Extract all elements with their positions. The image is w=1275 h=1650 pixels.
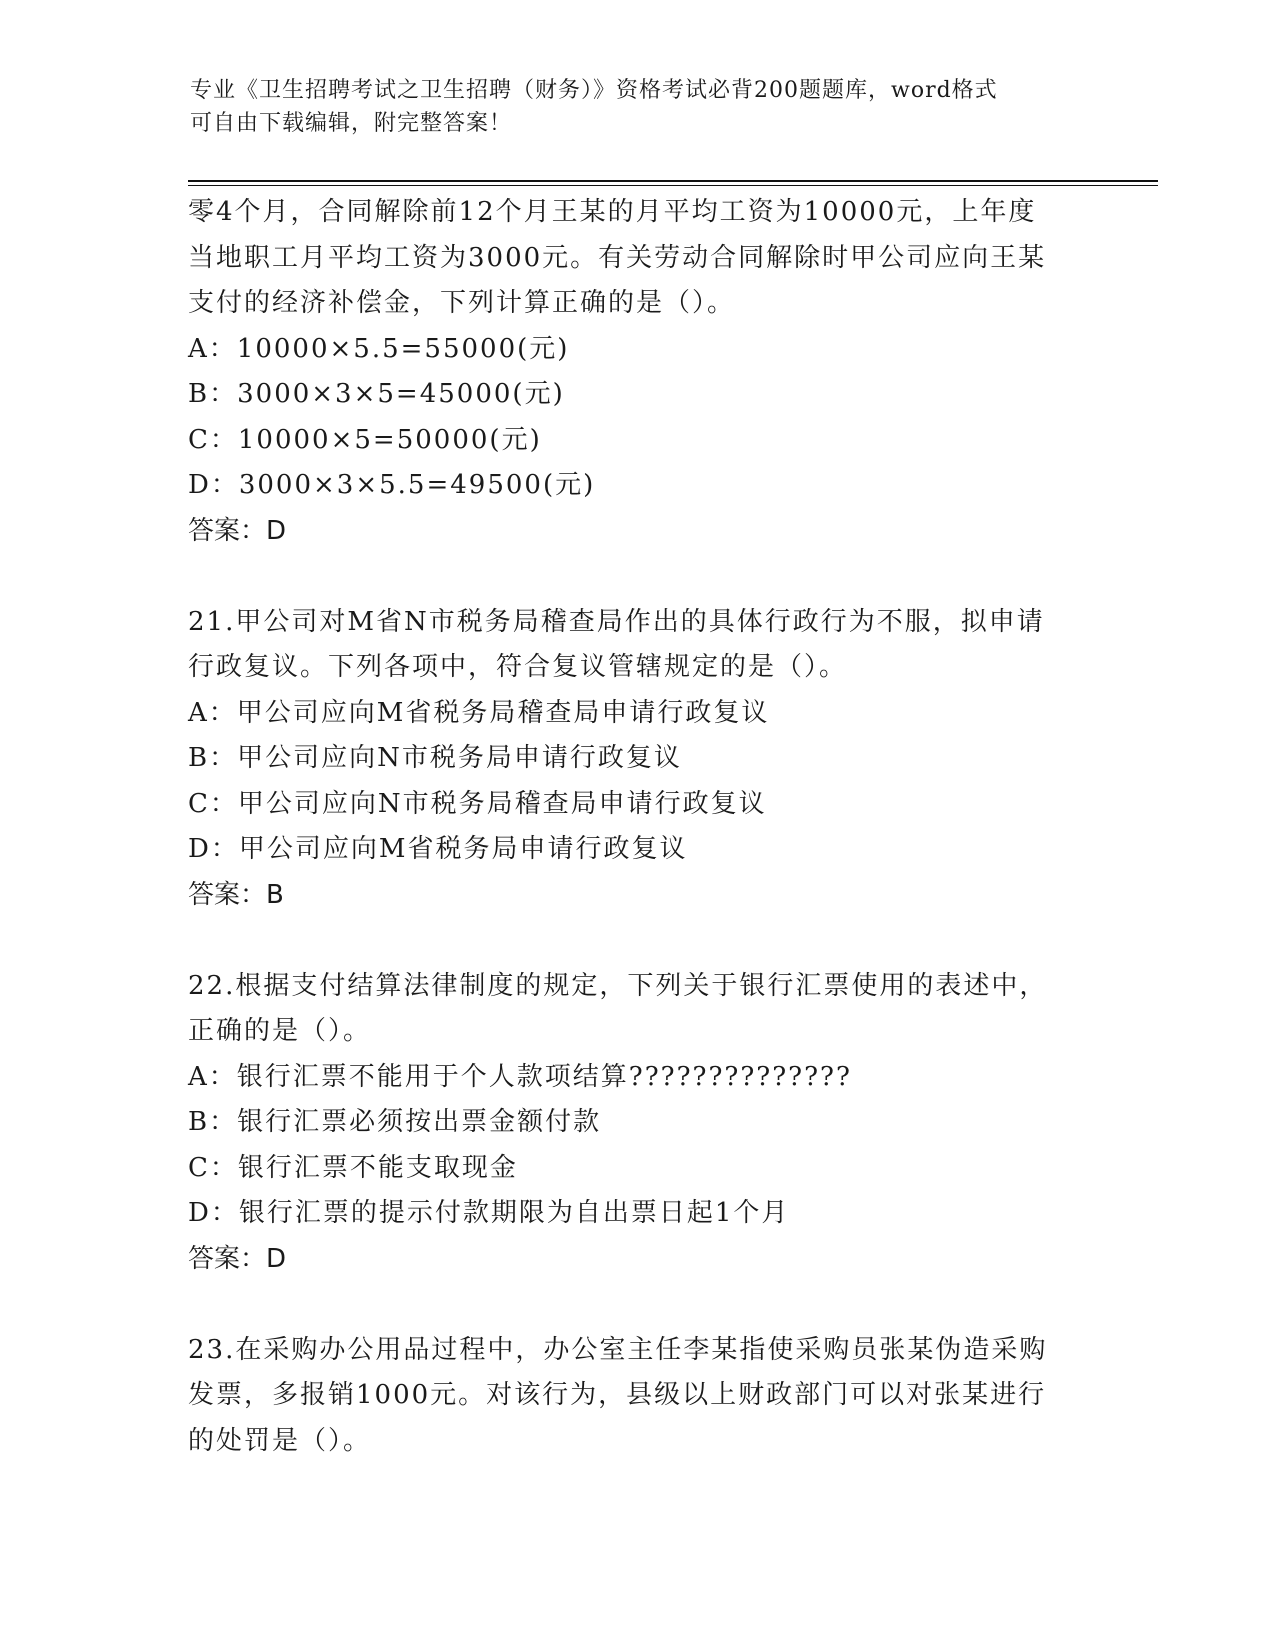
answer-line: 答案：B (188, 879, 284, 910)
option-a: A：银行汇票不能用于个人款项结算?????????????? (188, 1061, 852, 1092)
option-c: C：银行汇票不能支取现金 (188, 1152, 518, 1183)
page-header (190, 74, 1070, 140)
question-stem-line: 22.根据支付结算法律制度的规定，下列关于银行汇票使用的表述中， (188, 970, 1048, 1001)
question-20 (188, 190, 1088, 554)
option-b: B：甲公司应向N市税务局申请行政复议 (188, 743, 682, 773)
option-a: A：甲公司应向M省税务局稽查局申请行政复议 (188, 697, 770, 728)
option-c: C：甲公司应向N市税务局稽查局申请行政复议 (188, 788, 767, 819)
option-b: B：银行汇票必须按出票金额付款 (188, 1107, 602, 1137)
answer-line: 答案：D (188, 515, 287, 546)
header-line-1: 专业《卫生招聘考试之卫生招聘（财务）》资格考试必背200题题库，word格式 (190, 78, 998, 103)
question-gap (188, 554, 1088, 600)
question-stem-line: 支付的经济补偿金，下列计算正确的是（）。 (188, 288, 736, 318)
header-line-2: 可自由下载编辑，附完整答案！ (190, 111, 513, 136)
question-21 (188, 600, 1088, 919)
question-stem-line: 零4个月，合同解除前12个月王某的月平均工资为10000元，上年度 (188, 197, 1037, 227)
question-content (188, 190, 1088, 1464)
question-stem-line: 的处罚是（）。 (188, 1425, 372, 1456)
question-stem-line: 正确的是（）。 (188, 1016, 372, 1046)
question-stem-line: 21.甲公司对M省N市税务局稽查局作出的具体行政行为不服，拟申请 (188, 606, 1045, 637)
question-22 (188, 964, 1088, 1283)
option-b: B：3000×3×5=45000(元) (188, 379, 565, 409)
question-stem-line: 行政复议。下列各项中，符合复议管辖规定的是（）。 (188, 652, 848, 682)
question-stem-line: 23.在采购办公用品过程中，办公室主任李某指使采购员张某伪造采购 (188, 1334, 1048, 1365)
question-gap (188, 918, 1088, 964)
option-d: D：3000×3×5.5=49500(元) (188, 470, 596, 500)
question-stem-line: 当地职工月平均工资为3000元。有关劳动合同解除时甲公司应向王某 (188, 242, 1047, 273)
option-a: A：10000×5.5=55000(元) (188, 333, 570, 364)
option-c: C：10000×5=50000(元) (188, 424, 542, 455)
option-d: D：银行汇票的提示付款期限为自出票日起1个月 (188, 1198, 790, 1228)
header-rule-thin (188, 185, 1158, 186)
question-gap (188, 1282, 1088, 1328)
header-rule-thick (188, 180, 1158, 182)
option-d: D：甲公司应向M省税务局申请行政复议 (188, 834, 688, 864)
answer-line: 答案：D (188, 1243, 287, 1274)
question-23 (188, 1328, 1088, 1465)
question-stem-line: 发票，多报销1000元。对该行为，县级以上财政部门可以对张某进行 (188, 1380, 1047, 1410)
